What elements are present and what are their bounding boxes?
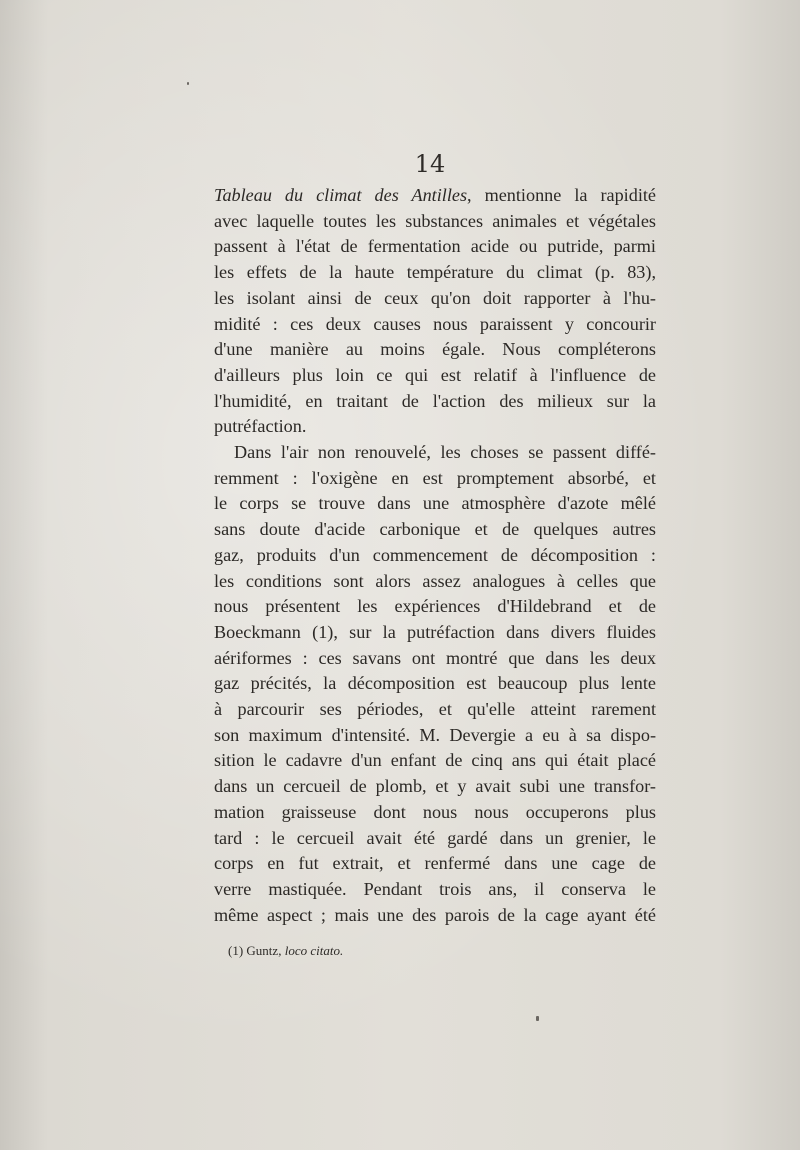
text-line: midité : ces deux causes nous paraissent y concourir [214, 313, 656, 334]
text-line: tard : le cercueil avait été gardé dans un grenier, le [214, 827, 656, 848]
footnote [228, 943, 343, 959]
text-line: gaz précités, la décomposition est beaucoup plus lente [214, 673, 656, 694]
text-line: le corps se trouve dans une atmosphère d'azote mêlé [214, 493, 656, 514]
text-line: gaz, produits d'un commencement de décomposition : [214, 544, 656, 565]
footnote-marker: (1) [228, 943, 244, 958]
text-line: putréfaction. [214, 416, 307, 437]
text-line: passent à l'état de fermentation acide ou putride, parmi [214, 236, 656, 257]
text-line: les isolant ainsi de ceux qu'on doit rapporter à l'hu- [214, 287, 656, 308]
text-line: Boeckmann (1), sur la putréfaction dans divers fluides [214, 621, 656, 642]
text-line: sition le cadavre d'un enfant de cinq ans qui était placé [214, 750, 656, 771]
text-line: les conditions sont alors assez analogues à celles que [214, 570, 656, 591]
text-line: Tableau du climat des Antilles, mentionne la rapidité [214, 185, 656, 205]
text-line: corps en fut extrait, et renfermé dans une cage de [214, 853, 656, 874]
body-text [214, 183, 656, 928]
text-line: avec laquelle toutes les substances animales et végétales [214, 210, 656, 231]
text-line: d'une manière au moins égale. Nous compléterons [214, 339, 656, 360]
footnote-author: Guntz, [246, 943, 282, 958]
text-line: même aspect ; mais une des parois de la cage ayant été [214, 904, 656, 925]
italic-title: Tableau du climat des Antilles [214, 185, 468, 205]
text-line: sans doute d'acide carbonique et de quelques autres [214, 519, 656, 540]
text-line: verre mastiquée. Pendant trois ans, il conserva le [214, 878, 656, 899]
text-line: remment : l'oxigène en est promptement absorbé, et [214, 467, 656, 488]
text-line: dans un cercueil de plomb, et y avait subi une transfor- [214, 776, 656, 797]
page-number: 14 [414, 150, 446, 178]
text-line: nous présentent les expériences d'Hildebrand et de [214, 596, 656, 617]
text-line: aériformes : ces savans ont montré que dans les deux [214, 647, 656, 668]
paper-speck [187, 82, 189, 85]
text-line: mation graisseuse dont nous nous occuperons plus [214, 801, 656, 822]
text-line: son maximum d'intensité. M. Devergie a eu à sa dispo- [214, 724, 656, 745]
footnote-citation: loco citato. [284, 943, 344, 958]
text-line: d'ailleurs plus loin ce qui est relatif à l'influence de [214, 364, 656, 385]
text-line: à parcourir ses périodes, et qu'elle atteint rarement [214, 699, 656, 720]
text-line: l'humidité, en traitant de l'action des milieux sur la [214, 390, 656, 411]
paper-speck [536, 1016, 539, 1021]
text-line: Dans l'air non renouvelé, les choses se passent diffé- [234, 442, 656, 463]
text-line: les effets de la haute température du climat (p. 83), [214, 262, 656, 283]
